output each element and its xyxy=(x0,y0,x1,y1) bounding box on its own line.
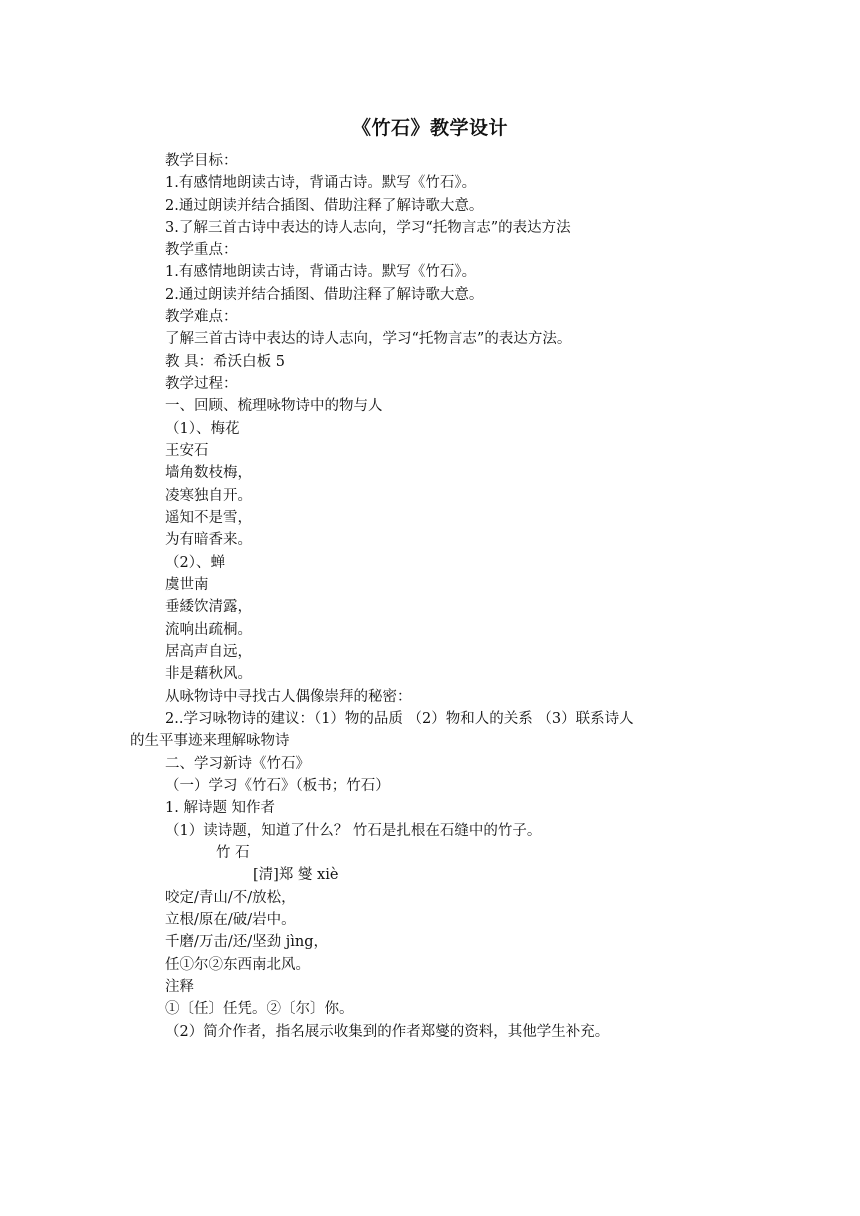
text-line: 1.有感情地朗读古诗，背诵古诗。默写《竹石》。 xyxy=(165,264,477,280)
text-line: 1.有感情地朗读古诗，背诵古诗。默写《竹石》。 xyxy=(165,175,477,191)
text-line: 教学难点： xyxy=(165,309,238,325)
text-line: 凌寒独自开。 xyxy=(165,488,252,504)
poem-line: 立根/原在/破/岩中。 xyxy=(165,912,296,928)
text-line: 2.通过朗读并结合插图、借助注释了解诗歌大意。 xyxy=(165,287,484,303)
text-line: 流响出疏桐。 xyxy=(165,622,252,638)
text-line: 2..学习咏物诗的建议：（1）物的品质 （2）物和人的关系 （3）联系诗人 xyxy=(165,711,634,727)
text-line: （一）学习《竹石》（板书；竹石） xyxy=(165,778,390,794)
text-line: 从咏物诗中寻找古人偶像崇拜的秘密： xyxy=(165,689,412,705)
text-line: 了解三首古诗中表达的诗人志向，学习“托物言志”的表达方法。 xyxy=(165,331,572,347)
text-line: （1）、梅花 xyxy=(165,421,240,437)
text-line: 的生平事迹来理解咏物诗 xyxy=(130,733,290,749)
text-line: （2）简介作者，指名展示收集到的作者郑燮的资料，其他学生补充。 xyxy=(165,1024,610,1040)
text-line: （2）、蝉 xyxy=(165,555,225,571)
text-line: 1. 解诗题 知作者 xyxy=(165,800,276,816)
text-line: 二、学习新诗《竹石》 xyxy=(165,756,310,772)
poem-author-line: [清]郑 燮 xiè xyxy=(253,867,339,883)
poem-title-line: 竹 石 xyxy=(216,845,250,861)
text-line: 墙角数枝梅， xyxy=(165,465,252,481)
text-line: 垂緌饮清露， xyxy=(165,599,252,615)
text-line: 注释 xyxy=(165,979,194,995)
poem-line: 咬定/青山/不/放松， xyxy=(165,890,296,906)
text-line: 2.通过朗读并结合插图、借助注释了解诗歌大意。 xyxy=(165,198,484,214)
text-line: 虞世南 xyxy=(165,577,209,593)
text-line: 教学重点： xyxy=(165,242,238,258)
text-line: 王安石 xyxy=(165,443,209,459)
text-line: 一、回顾、梳理咏物诗中的物与人 xyxy=(165,398,383,414)
text-line: 教学过程： xyxy=(165,376,238,392)
text-line: 遥知不是雪， xyxy=(165,510,252,526)
document-title: 《竹石》教学设计 xyxy=(351,117,508,139)
text-line: 教学目标： xyxy=(165,153,238,169)
text-line: 为有暗香来。 xyxy=(165,532,252,548)
text-line: 教 具：希沃白板 5 xyxy=(165,354,285,370)
poem-line: 千磨/万击/还/坚劲 jìng， xyxy=(165,934,329,950)
text-line: 居高声自远， xyxy=(165,644,252,660)
text-line: 非是藉秋风。 xyxy=(165,666,252,682)
text-line: 3.了解三首古诗中表达的诗人志向，学习“托物言志”的表达方法 xyxy=(165,220,571,236)
text-line: （1）读诗题，知道了什么？ 竹石是扎根在石缝中的竹子。 xyxy=(165,823,542,839)
text-line: ①〔任〕任凭。②〔尔〕你。 xyxy=(165,1001,354,1017)
poem-line: 任①尔②东西南北风。 xyxy=(165,957,310,973)
